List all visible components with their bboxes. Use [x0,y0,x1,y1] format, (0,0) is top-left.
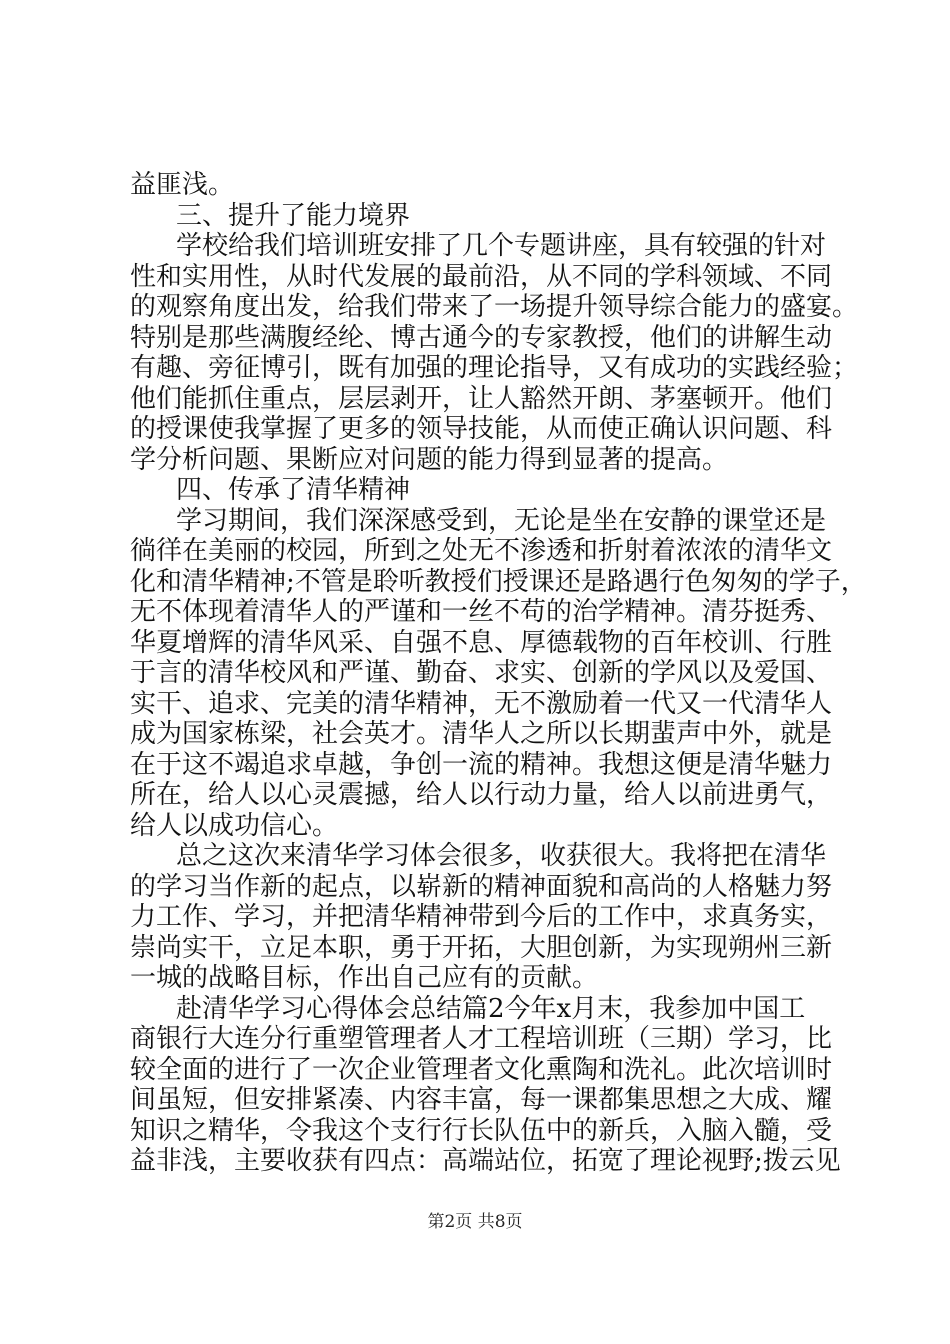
text-line: 崇尚实干，立足本职，勇于开拓，大胆创新，为实现朔州三新 [130,932,833,963]
text-line: 赴清华学习心得体会总结篇2今年x月末，我参加中国工 [176,993,806,1024]
page-footer [0,1211,950,1233]
text-line: 化和清华精神;不管是聆听教授们授课还是路遇行色匆匆的学子， [130,566,867,597]
text-line: 总之这次来清华学习体会很多，收获很大。我将把在清华 [176,841,827,871]
document-body [130,170,867,1177]
text-line: 成为国家栋梁，社会英才。清华人之所以长期蜚声中外，就是 [130,719,833,749]
text-line: 一城的战略目标，作出自己应有的贡献。 [130,963,599,993]
text-line: 所在，给人以心灵震撼，给人以行动力量，给人以前进勇气， [130,780,833,810]
text-line: 华夏增辉的清华风采、自强不息、厚德载物的百年校训、行胜 [130,627,833,658]
text-line: 学分析问题、果断应对问题的能力得到显著的提高。 [130,444,729,475]
text-line: 益匪浅。 [130,170,235,200]
text-line: 的观察角度出发，给我们带来了一场提升领导综合能力的盛宴。 [130,292,859,322]
page-number: 第2页 共8页 [427,1212,523,1232]
text-line: 力工作、学习，并把清华精神带到今后的工作中，求真务实， [130,902,833,932]
section-heading: 三、提升了能力境界 [176,200,411,231]
text-line: 的授课使我掌握了更多的领导技能，从而使正确认识问题、科 [130,414,833,444]
section-heading: 四、传承了清华精神 [176,475,411,505]
text-line: 徜徉在美丽的校园，所到之处无不渗透和折射着浓浓的清华文 [130,536,833,566]
text-line: 较全面的进行了一次企业管理者文化熏陶和洗礼。此次培训时 [130,1054,833,1085]
text-line: 性和实用性，从时代发展的最前沿，从不同的学科领域、不同 [130,261,833,292]
text-line: 实干、追求、完美的清华精神，无不激励着一代又一代清华人 [130,688,833,719]
text-line: 学习期间，我们深深感受到，无论是坐在安静的课堂还是 [176,505,827,536]
text-line: 他们能抓住重点，层层剥开，让人豁然开朗、茅塞顿开。他们 [130,383,833,414]
text-line: 益非浅，主要收获有四点：高端站位，拓宽了理论视野;拨云见 [130,1146,841,1176]
text-line: 有趣、旁征博引，既有加强的理论指导，又有成功的实践经验； [130,353,859,383]
text-line: 于言的清华校风和严谨、勤奋、求实、创新的学风以及爱国、 [130,658,833,688]
text-line: 的学习当作新的起点，以崭新的精神面貌和高尚的人格魅力努 [130,871,833,902]
text-line: 在于这不竭追求卓越，争创一流的精神。我想这便是清华魅力 [130,749,833,780]
text-line: 间虽短，但安排紧凑、内容丰富，每一课都集思想之大成、耀 [130,1085,833,1115]
text-line: 特别是那些满腹经纶、博古通今的专家教授，他们的讲解生动 [130,322,833,353]
text-line: 商银行大连分行重塑管理者人才工程培训班（三期）学习，比 [130,1024,833,1054]
text-line: 无不体现着清华人的严谨和一丝不苟的治学精神。清芬挺秀、 [130,597,833,627]
text-line: 给人以成功信心。 [130,810,339,841]
text-line: 知识之精华，令我这个支行行长队伍中的新兵，入脑入髓，受 [130,1115,833,1146]
text-line: 学校给我们培训班安排了几个专题讲座，具有较强的针对 [176,231,827,261]
